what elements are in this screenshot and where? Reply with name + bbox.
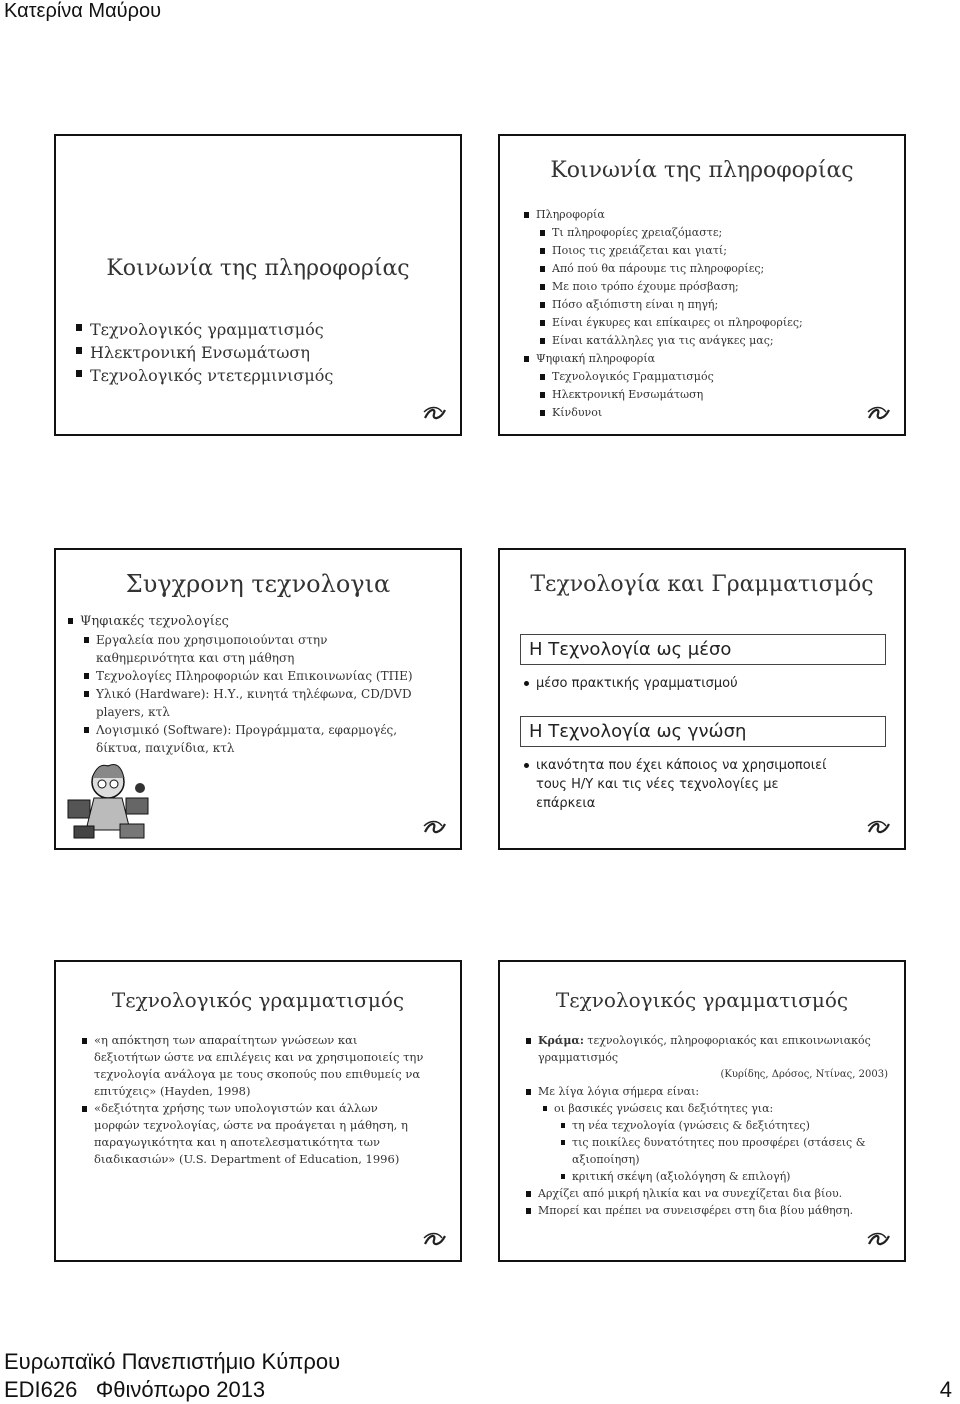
group-label: Πληροφορία (536, 208, 605, 221)
citation: (Κυρίδης, Δρόσος, Ντίνας, 2003) (720, 1069, 888, 1080)
list-group (536, 206, 803, 350)
slide-2 (498, 134, 906, 436)
list-item: Με ποιο τρόπο έχουμε πρόσβαση; (552, 278, 803, 296)
slide-1 (54, 134, 462, 436)
bullet-list (94, 1032, 424, 1168)
list-item: «η απόκτηση των απαραίτητων γνώσεων και δεξιοτήτων ώστε να επιλέγεις και να χρησιμοποιείς την τεχνολογία ανάλογα με τους σκοπούς που επιθυμείς να επιτύχεις» (Hayden, 1998) (94, 1033, 424, 1098)
footer-course: EDI626 Φθινόπωρο 2013 (4, 1377, 266, 1402)
list-item: ικανότητα που έχει κάποιος να χρησιμοποιεί τους Η/Υ και τις νέες τεχνολογίες με επάρκεια (536, 756, 836, 813)
list-item: Τι πληροφορίες χρειαζόμαστε; (552, 224, 803, 242)
list-item: Είναι έγκυρες και επίκαιρες οι πληροφορίες; (552, 314, 803, 332)
slide-content (538, 1032, 888, 1219)
list-item: Μπορεί και πρέπει να συνεισφέρει στη δια βίου μάθηση. (538, 1202, 888, 1219)
logo-icon (422, 404, 448, 424)
list-item: Ποιος τις χρειάζεται και γιατί; (552, 242, 803, 260)
logo-icon (866, 1230, 892, 1250)
slide-5 (54, 960, 462, 1262)
list-item: Εργαλεία που χρησιμοποιούνται στην καθημερινότητα και στη μάθηση (96, 631, 426, 667)
list-item: Με λίγα λόγια σήμερα είναι: (538, 1083, 888, 1100)
list-item: Τεχνολογίες Πληροφοριών και Επικοινωνίας (ΤΠΕ) (96, 667, 426, 685)
slide-6 (498, 960, 906, 1262)
concept-box-knowledge: Η Τεχνολογία ως γνώση (520, 716, 886, 747)
slide-title: Κοινωνία της πληροφορίας (106, 256, 410, 281)
footer-university: Ευρωπαϊκό Πανεπιστήμιο Κύπρου (4, 1349, 341, 1374)
krama-text: τεχνολογικός, πληροφοριακός και επικοινωνιακός γραμματισμός (538, 1034, 871, 1064)
author-name: Κατερίνα Μαύρου (4, 0, 162, 22)
slide-title: Κοινωνία της πληροφορίας (550, 158, 854, 183)
list-item: Από πού θα πάρουμε τις πληροφορίες; (552, 260, 803, 278)
list-item: Τεχνολογικός ντετερμινισμός (90, 366, 334, 385)
concept-box-medium: Η Τεχνολογία ως μέσο (520, 634, 886, 665)
bullet-list (80, 612, 426, 757)
list-item: τη νέα τεχνολογία (γνώσεις & δεξιότητες) (572, 1117, 888, 1134)
list-item: Είναι κατάλληλες για τις ανάγκες μας; (552, 332, 803, 350)
slide-title: Τεχνολογία και Γραμματισμός (530, 572, 874, 597)
logo-icon (422, 1230, 448, 1250)
krama-label: Κράμα: (538, 1034, 584, 1047)
list-group (536, 350, 803, 422)
list-item: «δεξιότητα χρήσης των υπολογιστών και άλλων μορφών τεχνολογίας, ώστε να προάγεται η μάθηση, η παραγωγικότητα και η αποτελεσματικότητα των διαδικασιών» (U.S. Department of Education, 1996) (94, 1100, 424, 1168)
bullet-list (536, 206, 803, 422)
list-item: Πόσο αξιόπιστη είναι η πηγή; (552, 296, 803, 314)
list-item: Λογισμικό (Software): Προγράμματα, εφαρμογές, δίκτυα, παιχνίδια, κτλ (96, 721, 426, 757)
list-item: Τεχνολογικός γραμματισμός (90, 318, 333, 341)
page-number: 4 (939, 1377, 952, 1402)
cartoon-illustration (64, 748, 152, 844)
list-item (538, 1032, 888, 1066)
slide-4 (498, 548, 906, 850)
list-item: τις ποικίλες δυνατότητες που προσφέρει (στάσεις & αξιοποίηση) (572, 1134, 888, 1168)
group-label: Ψηφιακή πληροφορία (536, 352, 656, 365)
list-item: Τεχνολογικός Γραμματισμός (552, 368, 803, 386)
list-item: οι βασικές γνώσεις και δεξιότητες για: (554, 1100, 888, 1117)
group-label: Ψηφιακές τεχνολογίες (80, 614, 229, 629)
logo-icon (866, 404, 892, 424)
slide-title: Τεχνολογικός γραμματισμός (111, 988, 405, 1012)
slide-3 (54, 548, 462, 850)
list-item: Ηλεκτρονική Ενσωμάτωση (90, 341, 333, 364)
slide-title: Τεχνολογικός γραμματισμός (555, 988, 849, 1012)
list-item: μέσο πρακτικής γραμματισμού (536, 674, 876, 693)
list-item: Αρχίζει από μικρή ηλικία και να συνεχίζεται δια βίου. (538, 1185, 888, 1202)
bullet-list (90, 318, 333, 387)
list-item: Ηλεκτρονική Ενσωμάτωση (552, 386, 803, 404)
list-item: Υλικό (Hardware): Η.Υ., κινητά τηλέφωνα, CD/DVD players, κτλ (96, 685, 426, 721)
logo-icon (866, 818, 892, 838)
slide-title: Συγχρονη τεχνολογια (125, 570, 391, 598)
list-item: Κίνδυνοι (552, 404, 803, 422)
logo-icon (422, 818, 448, 838)
list-group (80, 612, 426, 757)
list-item: κριτική σκέψη (αξιολόγηση & επιλογή) (572, 1168, 888, 1185)
